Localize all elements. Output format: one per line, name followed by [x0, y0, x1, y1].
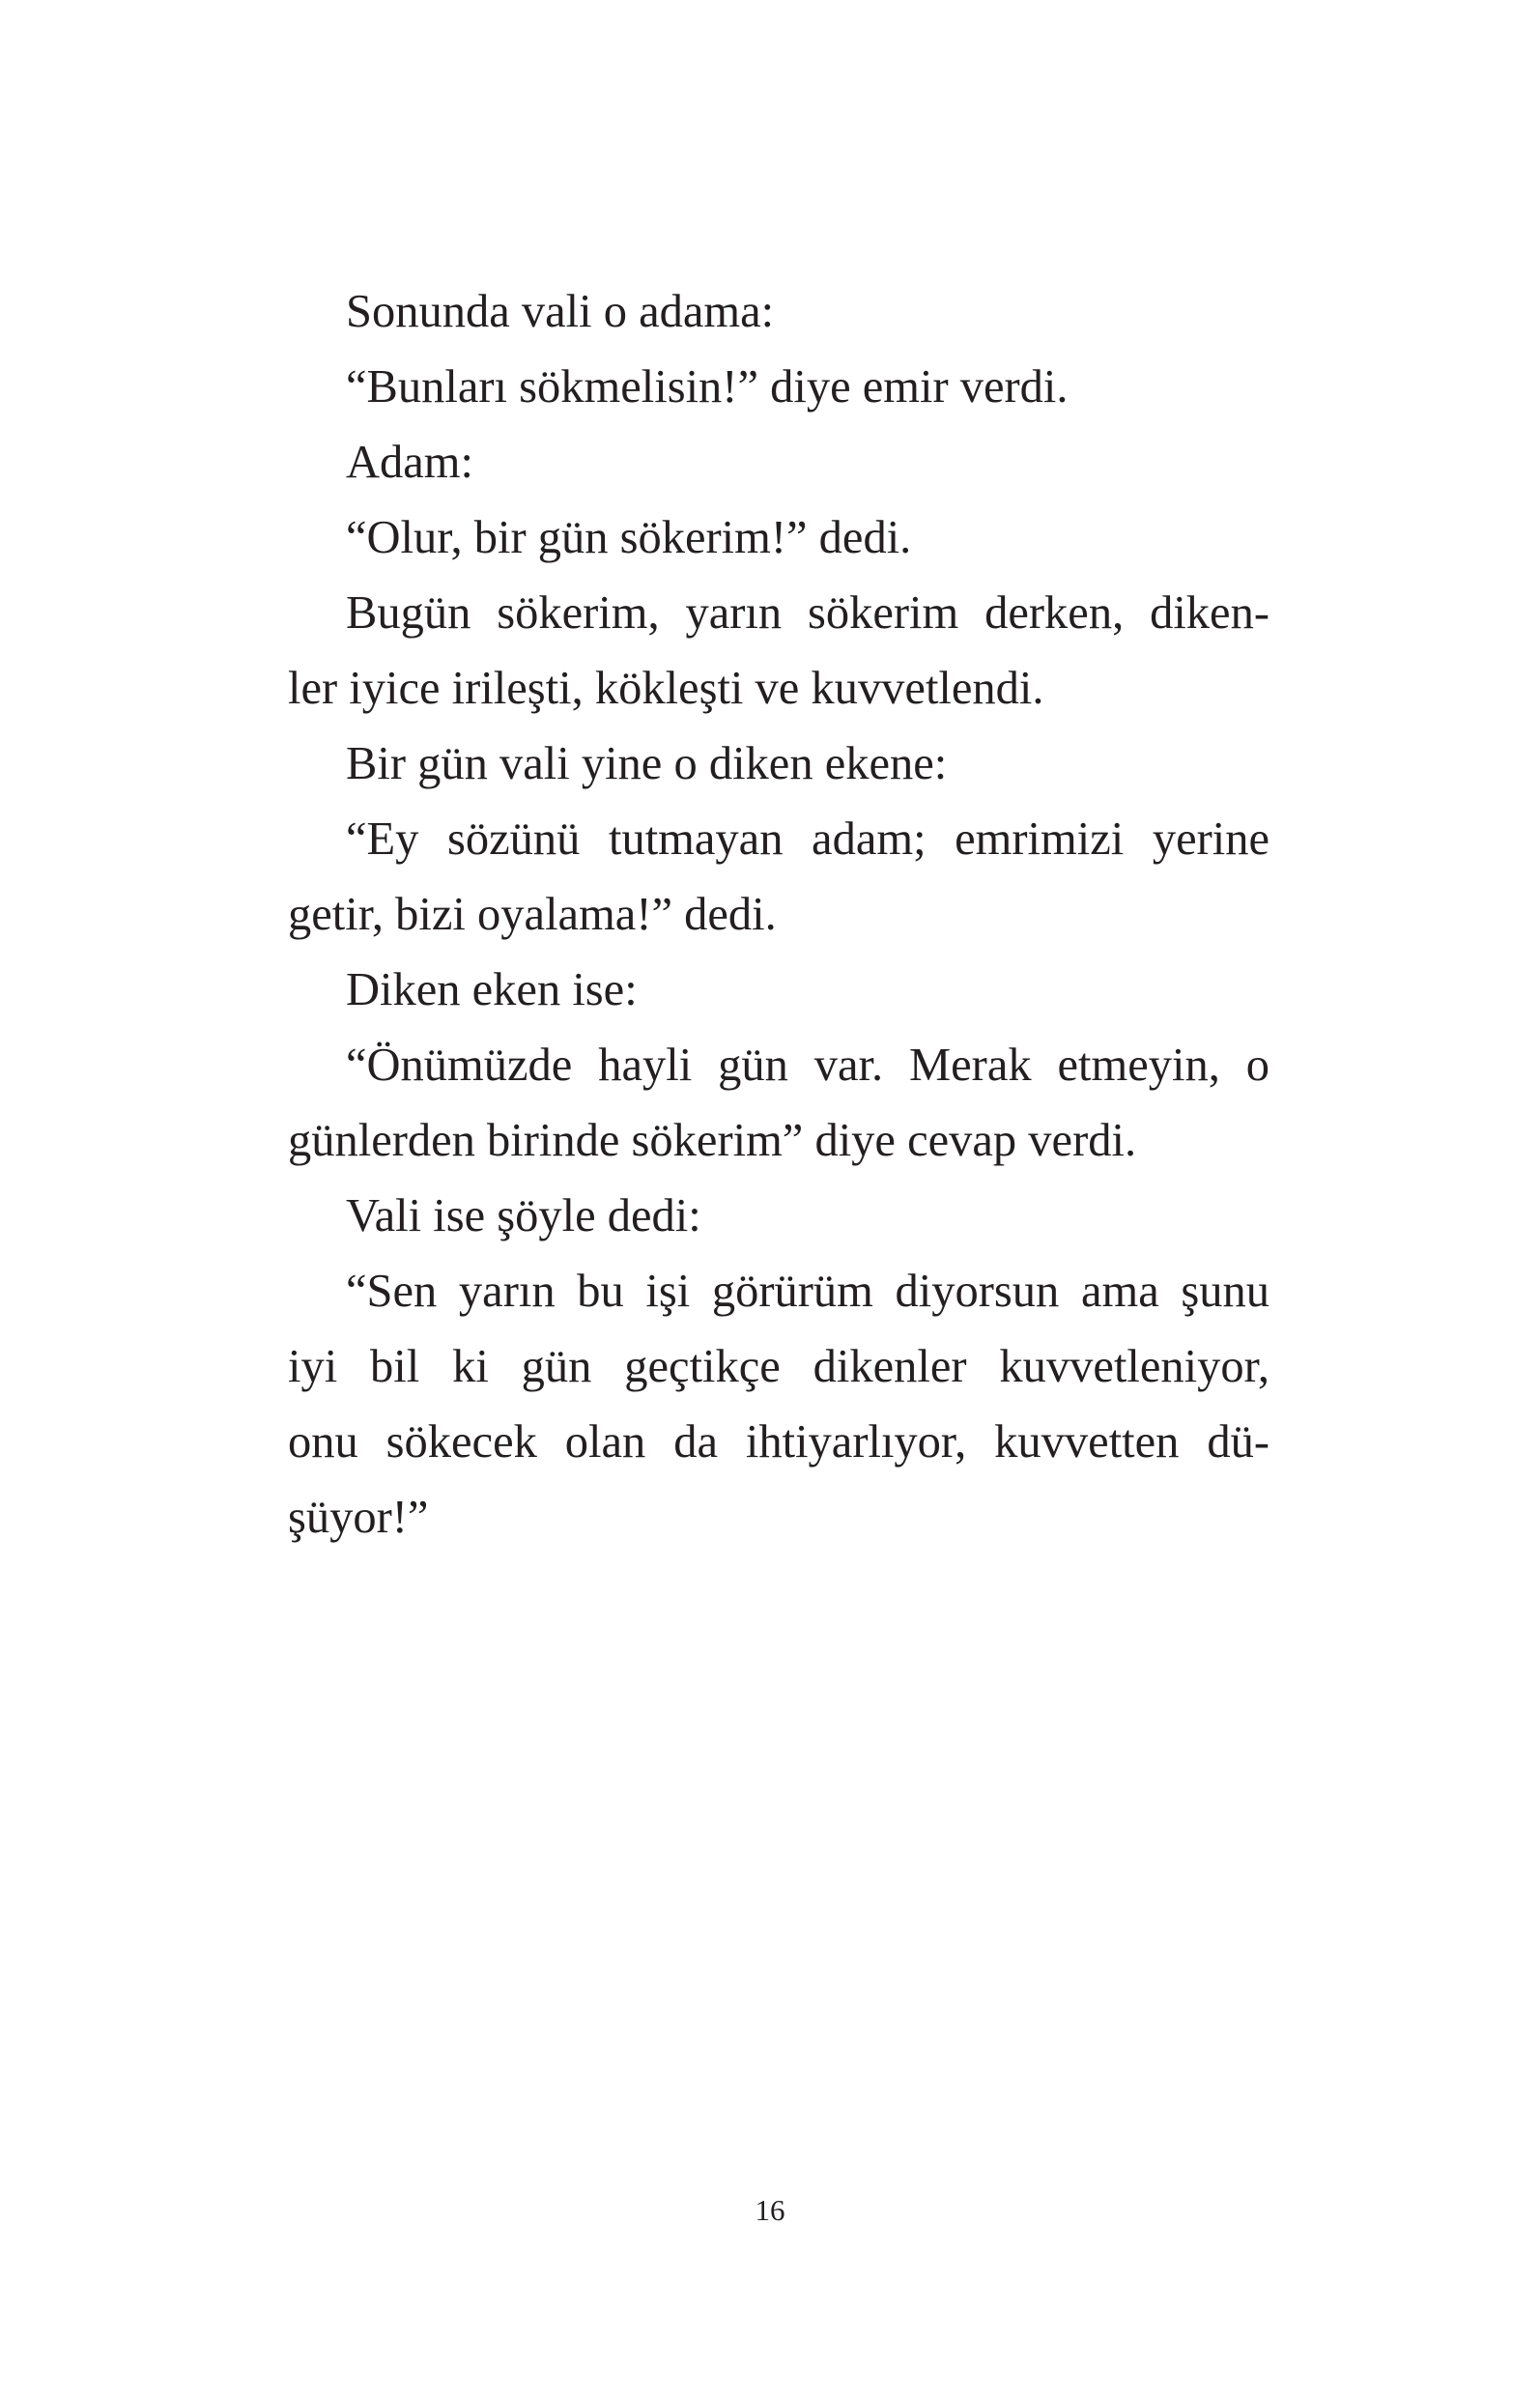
text-line: Bir gün vali yine o diken ekene: — [346, 738, 948, 789]
text-line: Diken eken ise: — [346, 964, 638, 1015]
text-line: “Önümüzde hayli gün var. Merak etmeyin, o — [346, 1040, 1269, 1091]
text-line: “Ey sözünü tutmayan adam; emrimizi yerine — [346, 813, 1269, 865]
text-line: şüyor!” — [288, 1492, 429, 1543]
text-line: onu sökecek olan da ihtiyarlıyor, kuvvetten dü- — [288, 1416, 1269, 1468]
text-line: ler iyice irileşti, kökleşti ve kuvvetlendi. — [288, 663, 1044, 714]
text-line: “Sen yarın bu işi görürüm diyorsun ama şunu — [346, 1266, 1269, 1317]
text-line: iyi bil ki gün geçtikçe dikenler kuvvetleniyor, — [288, 1341, 1269, 1392]
text-line: “Bunları sökmelisin!” diye emir verdi. — [346, 361, 1069, 413]
text-line: Adam: — [346, 437, 474, 488]
text-line: “Olur, bir gün sökerim!” dedi. — [346, 512, 912, 563]
body-text — [288, 274, 1269, 1555]
text-line: Bugün sökerim, yarın sökerim derken, diken- — [346, 587, 1269, 639]
page-number: 16 — [755, 2193, 785, 2227]
text-line: günlerden birinde sökerim” diye cevap verdi. — [288, 1115, 1137, 1166]
text-line: Vali ise şöyle dedi: — [346, 1190, 701, 1241]
text-line: Sonunda vali o adama: — [346, 286, 775, 337]
text-line: getir, bizi oyalama!” dedi. — [288, 889, 777, 940]
